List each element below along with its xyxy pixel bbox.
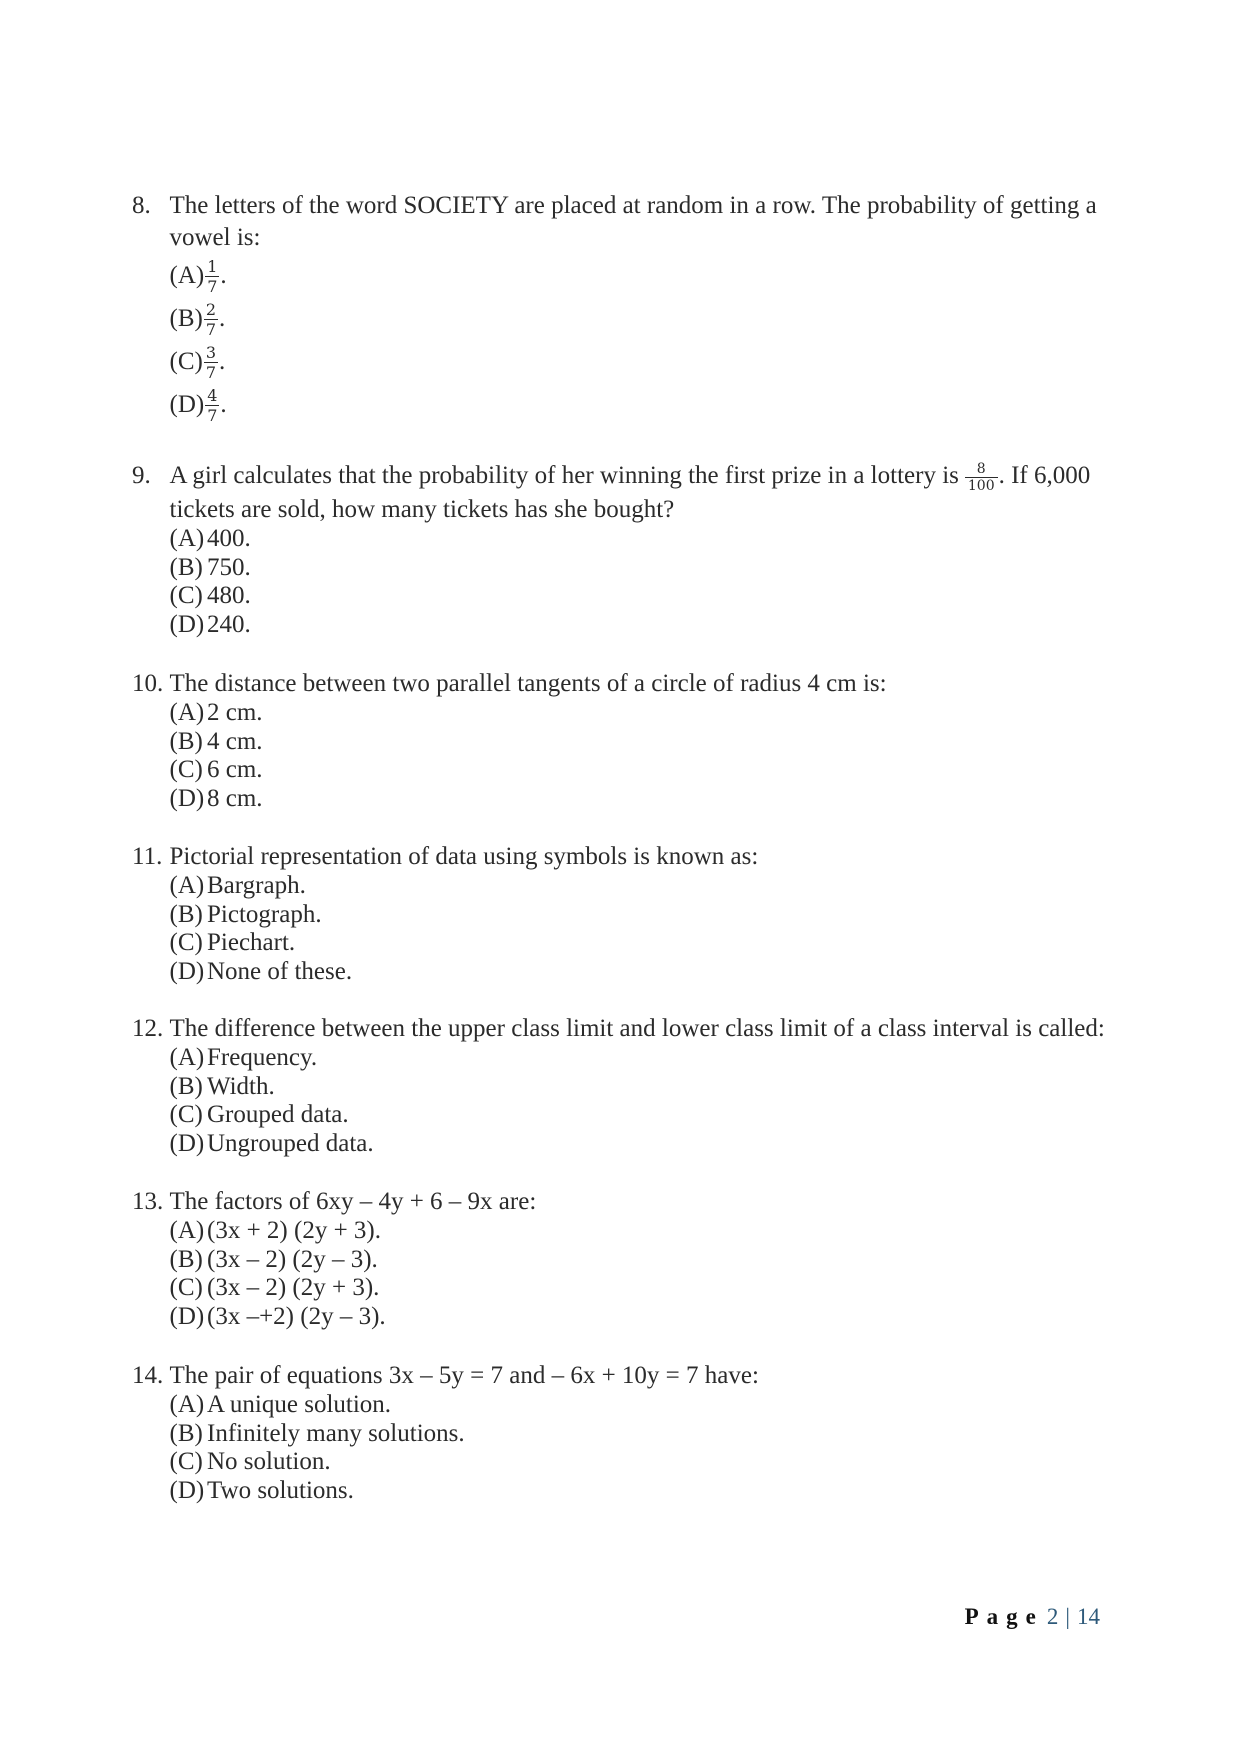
fraction [204, 302, 218, 338]
option-label: (B) [169, 900, 203, 928]
option-c [170, 1101, 1170, 1130]
page-footer [965, 1602, 1100, 1632]
option-c [170, 756, 1170, 785]
option-text: 400. [207, 524, 251, 552]
option-label: (D) [169, 1477, 205, 1504]
option-d [170, 785, 1170, 814]
fraction-denominator: 7 [205, 320, 217, 340]
question-stem: The pair of equations 3x – 5y = 7 and – 6x + 10y = 7 have: [169, 1362, 759, 1389]
option-label: (D) [169, 1130, 205, 1157]
question-10 [132, 670, 1192, 814]
option-c [170, 340, 1170, 383]
option-label: (C) [169, 348, 203, 375]
option-d [170, 383, 1170, 426]
option-label: (A) [169, 698, 205, 726]
page-label: Page [964, 1604, 1044, 1629]
option-a [170, 1044, 1170, 1073]
question-number: 9. [132, 462, 151, 489]
option-b [170, 1073, 1170, 1102]
option-suffix: . [219, 348, 226, 375]
fraction-denominator: 7 [205, 363, 217, 383]
question-number: 12. [132, 1015, 164, 1042]
option-d [170, 1303, 1170, 1332]
total-pages: 14 [1077, 1604, 1100, 1629]
option-b [170, 1246, 1170, 1275]
question-body [170, 455, 1170, 640]
question-body [170, 670, 1170, 814]
option-a [170, 1217, 1170, 1246]
option-d [170, 958, 1170, 987]
fraction-numerator: 8 [965, 462, 998, 478]
option-b [170, 1420, 1170, 1449]
stem-text-after-fraction: . If 6,000 [998, 462, 1091, 489]
fraction-numerator: 3 [205, 343, 217, 363]
question-12 [132, 1015, 1192, 1159]
question-stem: The difference between the upper class limit and lower class limit of a class interval is called: [169, 1015, 1105, 1042]
question-body [170, 190, 1170, 426]
option-text: A unique solution. [207, 1390, 392, 1418]
option-d [170, 611, 1170, 640]
question-stem-line-1 [170, 455, 1170, 496]
question-body [170, 1015, 1170, 1159]
fraction [205, 259, 219, 295]
question-8 [132, 190, 1192, 426]
option-text: 8 cm. [207, 785, 263, 812]
option-label: (C) [169, 1101, 203, 1129]
option-d [170, 1477, 1170, 1506]
question-11 [132, 843, 1192, 987]
stem-text-before-fraction: A girl calculates that the probability of her winning the first prize in a lottery is [169, 462, 959, 489]
option-a [170, 525, 1170, 554]
option-text: 480. [207, 582, 251, 610]
question-13 [132, 1188, 1192, 1332]
option-b [170, 901, 1170, 930]
option-c [170, 929, 1170, 958]
option-text: Two solutions. [207, 1477, 354, 1504]
question-number: 10. [132, 670, 164, 697]
option-label: (B) [169, 305, 203, 332]
question-number: 13. [132, 1188, 164, 1215]
option-text: No solution. [207, 1448, 331, 1476]
option-a [170, 1391, 1170, 1420]
question-stem-line-2: vowel is: [169, 224, 261, 251]
option-label: (C) [169, 1448, 203, 1476]
option-a [170, 872, 1170, 901]
question-14 [132, 1362, 1192, 1506]
fraction-denominator: 7 [207, 277, 218, 297]
question-number: 11. [132, 843, 163, 870]
option-c [170, 582, 1170, 611]
question-stem: The factors of 6xy – 4y + 6 – 9x are: [169, 1188, 537, 1215]
current-page-number: 2 [1046, 1604, 1059, 1629]
fraction-denominator: 100 [967, 477, 995, 494]
option-d [170, 1130, 1170, 1159]
option-label: (D) [169, 1303, 205, 1330]
option-text: 240. [207, 611, 251, 638]
fraction-denominator: 7 [207, 406, 218, 426]
option-label: (B) [169, 553, 203, 581]
option-label: (B) [169, 727, 203, 755]
option-text: (3x + 2) (2y + 3). [207, 1216, 381, 1244]
option-text: 4 cm. [207, 727, 263, 755]
question-stem: The distance between two parallel tangents of a circle of radius 4 cm is: [169, 670, 887, 697]
option-b [170, 554, 1170, 583]
option-text: Infinitely many solutions. [207, 1419, 465, 1447]
option-text: Pictograph. [207, 900, 322, 928]
option-suffix: . [219, 305, 226, 332]
question-stem: Pictorial representation of data using symbols is known as: [169, 843, 759, 870]
option-label: (A) [169, 524, 205, 552]
option-text: (3x – 2) (2y + 3). [207, 1274, 380, 1302]
option-label: (D) [169, 785, 205, 812]
option-text: 6 cm. [207, 756, 263, 784]
option-text: Ungrouped data. [207, 1130, 374, 1157]
option-suffix: . [220, 262, 227, 289]
option-label: (B) [169, 1245, 203, 1273]
option-suffix: . [220, 391, 227, 418]
option-text: (3x – 2) (2y – 3). [207, 1245, 378, 1273]
option-label: (D) [169, 611, 205, 638]
option-a [170, 254, 1170, 297]
fraction [965, 462, 998, 493]
fraction [205, 388, 219, 424]
option-c [170, 1274, 1170, 1303]
question-9 [132, 455, 1192, 640]
option-text: 750. [207, 553, 251, 581]
option-label: (B) [169, 1419, 203, 1447]
option-label: (A) [169, 871, 205, 899]
fraction-numerator: 2 [205, 300, 217, 320]
option-label: (C) [169, 582, 203, 610]
option-c [170, 1448, 1170, 1477]
option-text: Piechart. [207, 929, 296, 957]
option-label: (C) [169, 1274, 203, 1302]
question-body [170, 1188, 1170, 1332]
option-label: (D) [169, 958, 205, 985]
option-a [170, 699, 1170, 728]
option-label: (C) [169, 929, 203, 957]
option-label: (A) [169, 1216, 205, 1244]
page-separator: | [1065, 1604, 1070, 1629]
option-text: 2 cm. [207, 698, 263, 726]
fraction-numerator: 1 [207, 257, 218, 277]
fraction-numerator: 4 [207, 386, 218, 406]
option-b [170, 728, 1170, 757]
option-text: Grouped data. [207, 1101, 349, 1129]
fraction [204, 345, 218, 381]
option-text: None of these. [207, 958, 353, 985]
question-body [170, 1362, 1170, 1506]
question-stem-line-2: tickets are sold, how many tickets has she bought? [169, 496, 675, 523]
option-text: Frequency. [207, 1043, 318, 1071]
question-stem-line-1: The letters of the word SOCIETY are placed at random in a row. The probability of getting a [169, 192, 1097, 219]
option-label: (C) [169, 756, 203, 784]
question-number: 14. [132, 1362, 164, 1389]
option-text: Width. [207, 1072, 275, 1100]
option-label: (A) [169, 1043, 205, 1071]
option-text: Bargraph. [207, 871, 306, 899]
option-label: (A) [169, 1390, 205, 1418]
option-b [170, 297, 1170, 340]
option-label: (A) [169, 262, 205, 289]
question-body [170, 843, 1170, 987]
question-number: 8. [132, 192, 151, 219]
option-label: (D) [169, 391, 205, 418]
option-label: (B) [169, 1072, 203, 1100]
option-text: (3x –+2) (2y – 3). [207, 1303, 386, 1330]
